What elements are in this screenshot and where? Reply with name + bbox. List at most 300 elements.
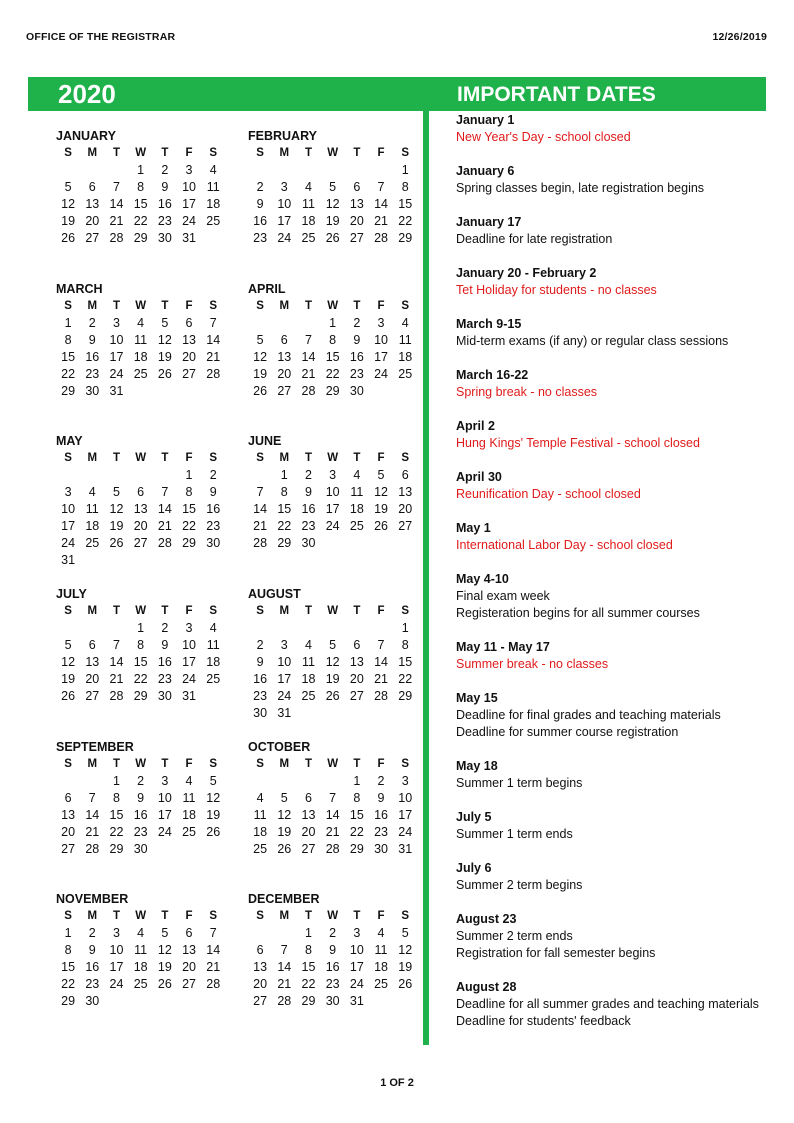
week-row <box>248 637 418 654</box>
day-cell: 13 <box>277 350 292 364</box>
day-cell: 1 <box>64 316 72 330</box>
day-cell: 15 <box>349 808 364 822</box>
day-cell <box>201 552 225 569</box>
week-row <box>248 162 418 179</box>
day-cell: 21 <box>374 672 388 686</box>
day-cell: 7 <box>209 316 217 330</box>
day-cell <box>296 620 320 637</box>
day-cell: 27 <box>349 231 364 245</box>
day-cell: 14 <box>157 502 172 516</box>
day-cell <box>369 162 393 179</box>
day-cell: 10 <box>325 485 340 499</box>
weekday-label: M <box>279 758 290 770</box>
day-cell <box>321 535 345 552</box>
day-cell: 12 <box>61 197 76 211</box>
day-cell: 4 <box>209 163 217 177</box>
day-cell: 5 <box>401 926 409 940</box>
day-cell: 19 <box>206 808 221 822</box>
weekday-label: T <box>112 910 120 922</box>
day-cell: 23 <box>85 977 100 991</box>
day-cell: 6 <box>280 333 288 347</box>
day-cell: 21 <box>277 977 292 991</box>
day-cell <box>56 467 80 484</box>
weekday-label: T <box>161 452 169 464</box>
weekday-label: F <box>377 758 385 770</box>
weekday-label: F <box>377 605 385 617</box>
event-description: Tet Holiday for students - no classes <box>456 283 657 297</box>
day-cell: 18 <box>301 672 316 686</box>
day-cell: 3 <box>161 774 169 788</box>
weekday-label: M <box>279 452 290 464</box>
week-row <box>248 824 418 841</box>
day-cell: 4 <box>256 791 264 805</box>
day-cell: 17 <box>398 808 413 822</box>
day-cell: 6 <box>353 180 361 194</box>
week-row <box>56 824 226 841</box>
event-item <box>456 418 786 452</box>
event-description: Summer 2 term begins <box>456 878 583 892</box>
day-cell: 1 <box>401 621 409 635</box>
event-item <box>456 367 786 401</box>
day-cell: 3 <box>112 316 120 330</box>
day-cell: 4 <box>209 621 217 635</box>
day-cell: 11 <box>182 791 196 805</box>
event-item <box>456 911 786 962</box>
day-cell: 5 <box>329 180 337 194</box>
day-cell: 20 <box>85 672 100 686</box>
day-cell: 17 <box>374 350 388 364</box>
day-cell <box>201 993 225 1010</box>
day-cell: 1 <box>304 926 312 940</box>
day-cell <box>345 162 369 179</box>
day-cell: 12 <box>157 333 172 347</box>
day-cell: 9 <box>353 333 361 347</box>
day-cell: 25 <box>206 672 221 686</box>
weekday-label: T <box>304 758 312 770</box>
day-cell: 16 <box>374 808 388 822</box>
day-cell: 26 <box>61 689 76 703</box>
day-cell: 23 <box>325 977 340 991</box>
day-cell: 17 <box>325 502 340 516</box>
weekday-label: T <box>353 758 361 770</box>
week-row <box>56 518 226 535</box>
day-cell: 2 <box>256 638 264 652</box>
day-cell: 29 <box>325 384 340 398</box>
week-row <box>248 773 418 790</box>
event-date: May 4-10 <box>456 572 509 586</box>
event-date: January 20 - February 2 <box>456 266 597 280</box>
day-cell: 21 <box>206 960 221 974</box>
event-item <box>456 163 786 197</box>
day-cell: 26 <box>253 384 268 398</box>
day-cell: 2 <box>137 774 145 788</box>
event-description: Mid-term exams (if any) or regular class sessions <box>456 334 729 348</box>
weekday-label: W <box>135 910 147 922</box>
weekday-label: T <box>112 300 120 312</box>
day-cell: 25 <box>398 367 413 381</box>
day-cell: 28 <box>253 536 268 550</box>
day-cell: 2 <box>209 468 217 482</box>
event-date: May 11 - May 17 <box>456 640 550 654</box>
day-cell: 17 <box>349 960 364 974</box>
day-cell <box>393 993 417 1010</box>
week-row <box>56 841 226 858</box>
event-description: Spring break - no classes <box>456 385 598 399</box>
day-cell: 31 <box>277 706 292 720</box>
weekday-label: F <box>185 300 193 312</box>
day-cell: 14 <box>325 808 340 822</box>
day-cell: 8 <box>329 333 337 347</box>
day-cell <box>201 230 225 247</box>
day-cell: 10 <box>398 791 413 805</box>
day-cell: 22 <box>182 519 196 533</box>
day-cell <box>296 773 320 790</box>
day-cell: 22 <box>277 519 292 533</box>
weekday-header <box>248 145 418 162</box>
month-july <box>56 586 226 705</box>
day-cell: 24 <box>277 231 292 245</box>
day-cell <box>129 467 153 484</box>
week-row <box>248 467 418 484</box>
day-cell: 6 <box>88 180 96 194</box>
day-cell: 23 <box>206 519 221 533</box>
weekday-label: S <box>256 147 264 159</box>
day-cell: 27 <box>277 384 292 398</box>
day-cell: 11 <box>301 197 315 211</box>
weekday-label: S <box>256 910 264 922</box>
day-cell: 26 <box>157 977 172 991</box>
weekday-label: S <box>401 758 410 770</box>
day-cell: 5 <box>377 468 385 482</box>
weekday-label: S <box>401 147 410 159</box>
event-item <box>456 758 786 792</box>
weekday-label: W <box>327 300 339 312</box>
day-cell: 17 <box>157 808 172 822</box>
event-date: July 5 <box>456 810 492 824</box>
day-cell: 5 <box>329 638 337 652</box>
week-row <box>248 349 418 366</box>
day-cell: 7 <box>88 791 96 805</box>
important-dates-list <box>456 112 786 1047</box>
week-row <box>56 179 226 196</box>
day-cell: 29 <box>301 994 316 1008</box>
day-cell: 13 <box>85 655 100 669</box>
day-cell: 16 <box>157 197 172 211</box>
day-cell: 23 <box>301 519 316 533</box>
day-cell: 27 <box>398 519 413 533</box>
event-item <box>456 469 786 503</box>
page-number: 1 OF 2 <box>380 1077 414 1089</box>
week-row <box>248 213 418 230</box>
day-cell <box>104 552 128 569</box>
day-cell: 16 <box>253 672 268 686</box>
day-cell: 17 <box>182 197 196 211</box>
day-cell: 16 <box>349 350 364 364</box>
day-cell: 26 <box>61 231 76 245</box>
day-cell <box>369 705 393 722</box>
week-row <box>248 841 418 858</box>
day-cell: 19 <box>157 960 172 974</box>
day-cell: 30 <box>206 536 221 550</box>
event-item <box>456 639 786 673</box>
weekday-label: W <box>135 605 147 617</box>
event-item <box>456 316 786 350</box>
day-cell: 16 <box>253 214 268 228</box>
day-cell: 4 <box>304 638 312 652</box>
day-cell: 6 <box>64 791 72 805</box>
day-cell: 17 <box>277 672 292 686</box>
day-cell: 12 <box>398 943 413 957</box>
month-april <box>248 281 418 400</box>
weekday-label: T <box>353 910 361 922</box>
day-cell: 15 <box>398 197 413 211</box>
weekday-label: M <box>279 910 290 922</box>
weekday-label: F <box>377 300 385 312</box>
weekday-label: T <box>112 147 120 159</box>
event-date: July 6 <box>456 861 492 875</box>
weekday-label: F <box>185 605 193 617</box>
month-december <box>248 891 418 1010</box>
day-cell: 5 <box>161 316 169 330</box>
day-cell: 17 <box>61 519 76 533</box>
day-cell: 22 <box>398 214 413 228</box>
day-cell: 18 <box>206 655 221 669</box>
day-cell: 4 <box>137 316 145 330</box>
day-cell: 22 <box>61 367 76 381</box>
event-item <box>456 690 786 741</box>
day-cell: 19 <box>374 502 388 516</box>
day-cell: 25 <box>133 977 148 991</box>
weekday-label: M <box>87 758 98 770</box>
week-row <box>248 790 418 807</box>
day-cell: 12 <box>157 943 172 957</box>
month-name: JUNE <box>248 434 282 448</box>
day-cell <box>272 620 296 637</box>
day-cell: 3 <box>112 926 120 940</box>
day-cell <box>272 315 296 332</box>
day-cell: 21 <box>325 825 340 839</box>
week-row <box>248 179 418 196</box>
event-date: May 15 <box>456 691 498 705</box>
day-cell: 22 <box>133 214 148 228</box>
day-cell: 27 <box>182 367 196 381</box>
day-cell: 29 <box>61 384 76 398</box>
week-row <box>56 620 226 637</box>
day-cell <box>369 535 393 552</box>
week-row <box>56 993 226 1010</box>
day-cell: 28 <box>374 231 388 245</box>
day-cell: 4 <box>137 926 145 940</box>
event-date: January 1 <box>456 113 515 127</box>
day-cell: 10 <box>277 655 292 669</box>
day-cell: 26 <box>398 977 413 991</box>
day-cell: 14 <box>277 960 292 974</box>
day-cell: 22 <box>349 825 364 839</box>
day-cell <box>129 383 153 400</box>
day-cell: 15 <box>109 808 124 822</box>
month-name: JULY <box>56 587 87 601</box>
day-cell: 13 <box>349 655 364 669</box>
event-description: Summer break - no classes <box>456 657 609 671</box>
day-cell: 11 <box>85 502 99 516</box>
event-item <box>456 520 786 554</box>
day-cell: 13 <box>349 197 364 211</box>
weekday-label: S <box>64 452 72 464</box>
day-cell <box>56 162 80 179</box>
day-cell <box>248 315 272 332</box>
week-row <box>56 654 226 671</box>
day-cell: 9 <box>329 943 337 957</box>
month-september <box>56 739 226 858</box>
day-cell: 1 <box>185 468 193 482</box>
weekday-label: T <box>353 300 361 312</box>
day-cell: 9 <box>88 943 96 957</box>
day-cell: 4 <box>353 468 361 482</box>
day-cell: 9 <box>88 333 96 347</box>
day-cell: 18 <box>182 808 196 822</box>
day-cell: 14 <box>253 502 268 516</box>
weekday-header <box>248 756 418 773</box>
week-row <box>56 467 226 484</box>
weekday-label: T <box>304 147 312 159</box>
day-cell <box>153 383 177 400</box>
day-cell <box>248 773 272 790</box>
day-cell: 9 <box>161 180 169 194</box>
day-cell: 10 <box>182 180 196 194</box>
weekday-label: S <box>64 147 72 159</box>
day-cell <box>248 467 272 484</box>
day-cell: 7 <box>161 485 169 499</box>
day-cell: 13 <box>85 197 100 211</box>
day-cell: 22 <box>325 367 340 381</box>
day-cell: 18 <box>206 197 221 211</box>
week-row <box>56 959 226 976</box>
day-cell: 8 <box>137 180 145 194</box>
day-cell: 30 <box>85 994 100 1008</box>
day-cell <box>248 620 272 637</box>
weekday-header <box>56 145 226 162</box>
day-cell: 15 <box>133 197 148 211</box>
day-cell: 7 <box>112 638 120 652</box>
day-cell: 12 <box>206 791 221 805</box>
event-description: Deadline for final grades and teaching materials <box>456 708 721 722</box>
day-cell: 17 <box>182 655 196 669</box>
day-cell: 29 <box>61 994 76 1008</box>
day-cell: 6 <box>401 468 409 482</box>
day-cell: 27 <box>301 842 316 856</box>
day-cell: 23 <box>157 214 172 228</box>
day-cell: 22 <box>61 977 76 991</box>
weekday-label: S <box>256 605 264 617</box>
day-cell: 7 <box>112 180 120 194</box>
weekday-header <box>248 450 418 467</box>
month-june <box>248 433 418 552</box>
day-cell <box>272 162 296 179</box>
event-description: Deadline for all summer grades and teaching materials <box>456 997 759 1011</box>
day-cell: 18 <box>85 519 100 533</box>
weekday-label: T <box>161 147 169 159</box>
important-dates-title: IMPORTANT DATES <box>457 83 656 106</box>
day-cell <box>296 705 320 722</box>
day-cell: 29 <box>182 536 196 550</box>
weekday-header <box>248 603 418 620</box>
day-cell <box>321 705 345 722</box>
day-cell <box>177 383 201 400</box>
day-cell: 9 <box>137 791 145 805</box>
weekday-label: S <box>209 910 218 922</box>
weekday-label: F <box>377 452 385 464</box>
week-row <box>248 688 418 705</box>
weekday-label: S <box>64 605 72 617</box>
day-cell: 26 <box>325 231 340 245</box>
day-cell: 19 <box>61 214 76 228</box>
event-item <box>456 809 786 843</box>
day-cell: 10 <box>157 791 172 805</box>
day-cell <box>80 773 104 790</box>
day-cell: 25 <box>301 231 316 245</box>
day-cell: 29 <box>133 231 148 245</box>
week-row <box>248 705 418 722</box>
day-cell <box>177 993 201 1010</box>
week-row <box>56 942 226 959</box>
day-cell: 2 <box>88 316 96 330</box>
day-cell: 6 <box>353 638 361 652</box>
day-cell <box>201 841 225 858</box>
day-cell <box>369 383 393 400</box>
weekday-label: T <box>304 605 312 617</box>
event-description: Spring classes begin, late registration begins <box>456 181 705 195</box>
day-cell: 10 <box>277 197 292 211</box>
day-cell: 31 <box>61 553 76 567</box>
day-cell: 28 <box>85 842 100 856</box>
day-cell <box>369 993 393 1010</box>
weekday-header <box>248 298 418 315</box>
day-cell: 4 <box>185 774 193 788</box>
weekday-header <box>56 450 226 467</box>
weekday-label: T <box>112 758 120 770</box>
day-cell <box>129 552 153 569</box>
weekday-label: T <box>353 147 361 159</box>
day-cell: 29 <box>277 536 292 550</box>
weekday-label: T <box>161 300 169 312</box>
day-cell: 18 <box>374 960 388 974</box>
month-november <box>56 891 226 1010</box>
day-cell: 28 <box>157 536 172 550</box>
week-row <box>56 552 226 569</box>
day-cell: 18 <box>301 214 316 228</box>
day-cell: 30 <box>157 689 172 703</box>
day-cell: 5 <box>161 926 169 940</box>
day-cell: 16 <box>85 350 100 364</box>
day-cell: 4 <box>377 926 385 940</box>
event-date: August 23 <box>456 912 517 926</box>
day-cell: 23 <box>85 367 100 381</box>
day-cell: 9 <box>256 197 264 211</box>
day-cell: 29 <box>109 842 124 856</box>
day-cell: 13 <box>61 808 76 822</box>
weekday-label: S <box>209 605 218 617</box>
day-cell: 28 <box>277 994 292 1008</box>
day-cell: 7 <box>377 180 385 194</box>
day-cell: 14 <box>374 655 388 669</box>
day-cell: 19 <box>253 367 268 381</box>
day-cell: 20 <box>349 672 364 686</box>
day-cell: 24 <box>349 977 364 991</box>
weekday-label: W <box>327 147 339 159</box>
day-cell: 15 <box>277 502 292 516</box>
week-row <box>56 349 226 366</box>
day-cell: 2 <box>377 774 385 788</box>
